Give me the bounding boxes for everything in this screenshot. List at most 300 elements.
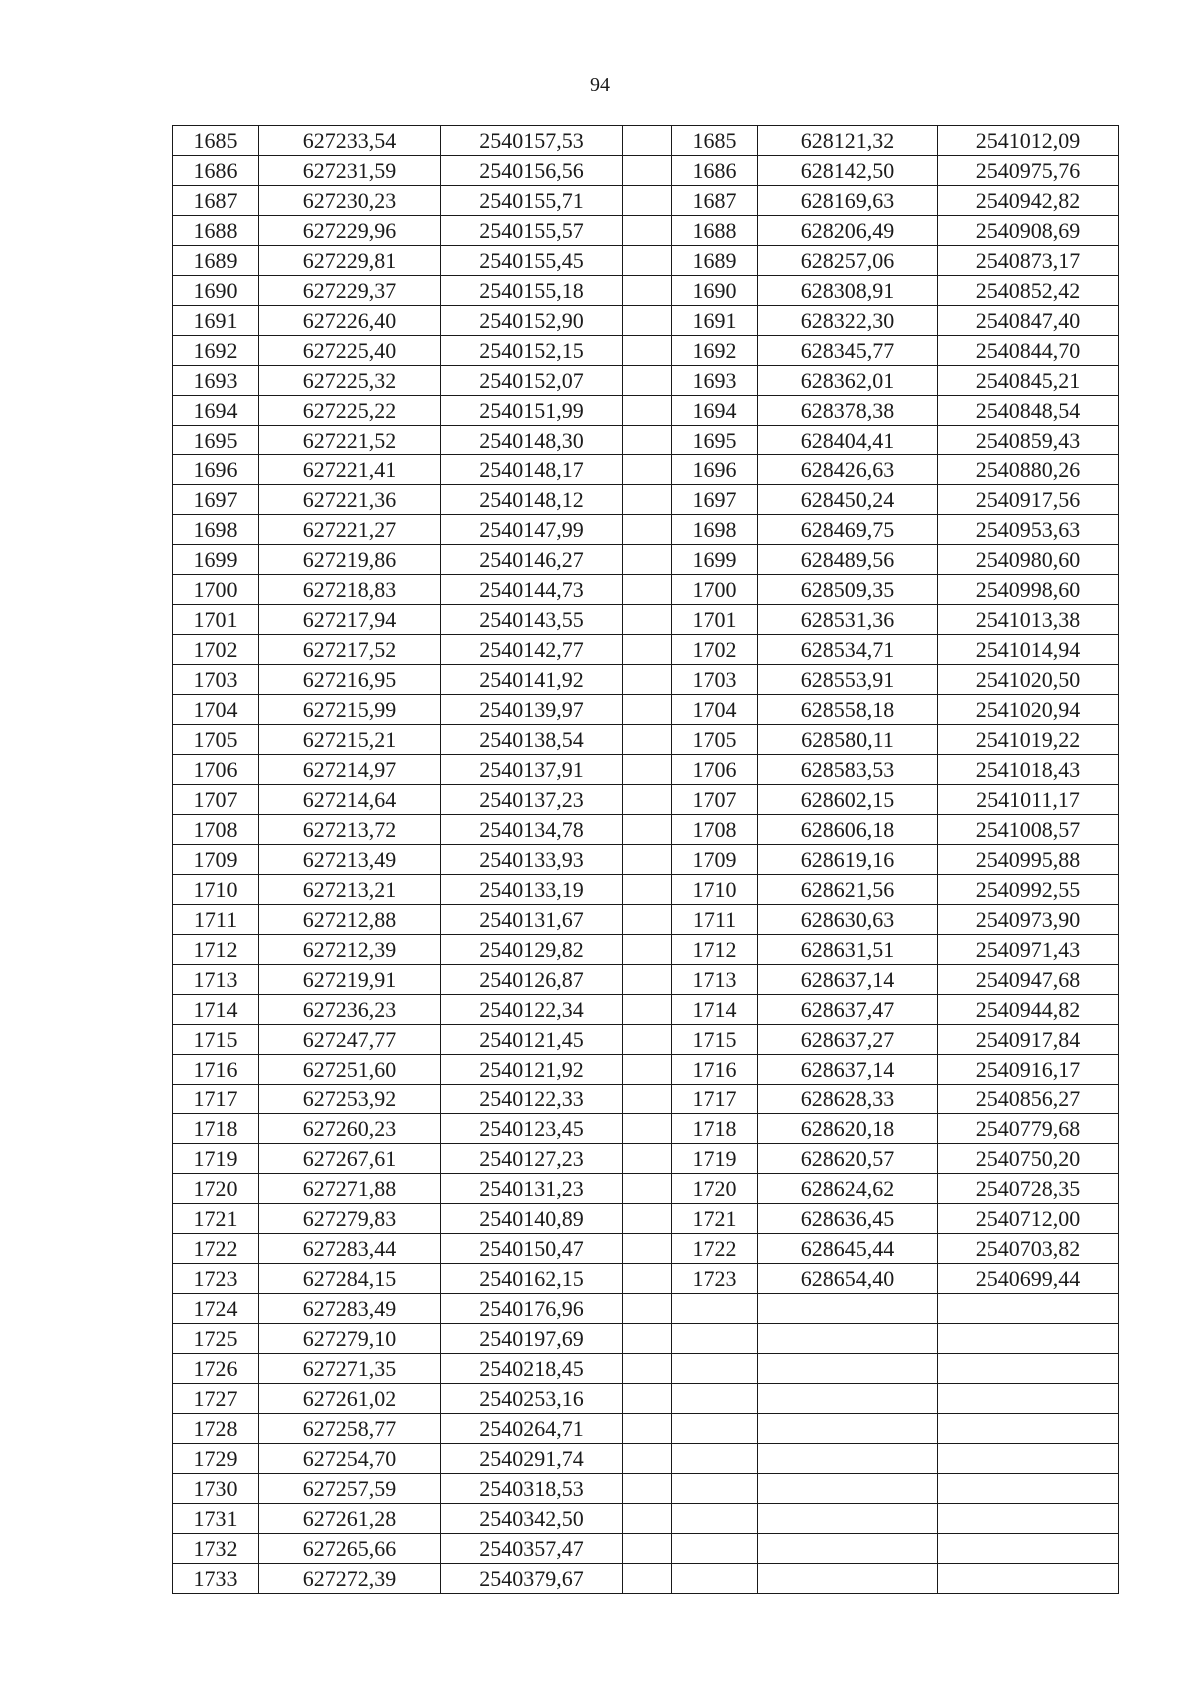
- x-coordinate-cell: 627221,41: [259, 455, 441, 485]
- y-coordinate-cell: 2540873,17: [938, 245, 1119, 275]
- point-number-cell: 1698: [173, 515, 259, 545]
- x-coordinate-cell: 628630,63: [758, 904, 938, 934]
- y-coordinate-cell: 2540995,88: [938, 844, 1119, 874]
- spacer-cell: [623, 725, 672, 755]
- point-number-cell: 1700: [173, 575, 259, 605]
- table-row: [173, 725, 1119, 755]
- x-coordinate-cell: 628345,77: [758, 335, 938, 365]
- y-coordinate-cell: 2540148,30: [441, 425, 623, 455]
- x-coordinate-cell: 628378,38: [758, 395, 938, 425]
- table-row: [173, 1024, 1119, 1054]
- spacer-cell: [623, 755, 672, 785]
- table-row: [173, 1354, 1119, 1384]
- x-coordinate-cell: 627213,21: [259, 874, 441, 904]
- y-coordinate-cell: 2540123,45: [441, 1114, 623, 1144]
- point-number-cell: 1718: [672, 1114, 758, 1144]
- x-coordinate-cell: 627213,72: [259, 814, 441, 844]
- table-row: [173, 1144, 1119, 1174]
- y-coordinate-cell: 2540856,27: [938, 1084, 1119, 1114]
- x-coordinate-cell: 628628,33: [758, 1084, 938, 1114]
- y-coordinate-cell: 2540140,89: [441, 1204, 623, 1234]
- y-coordinate-cell: 2540157,53: [441, 126, 623, 156]
- y-coordinate-cell: 2540942,82: [938, 185, 1119, 215]
- y-coordinate-cell: 2540848,54: [938, 395, 1119, 425]
- x-coordinate-cell: 628322,30: [758, 305, 938, 335]
- point-number-cell: 1685: [173, 126, 259, 156]
- x-coordinate-cell: [758, 1324, 938, 1354]
- x-coordinate-cell: 628619,16: [758, 844, 938, 874]
- point-number-cell: 1706: [672, 755, 758, 785]
- x-coordinate-cell: [758, 1294, 938, 1324]
- y-coordinate-cell: 2540133,19: [441, 874, 623, 904]
- y-coordinate-cell: 2540998,60: [938, 575, 1119, 605]
- spacer-cell: [623, 1114, 672, 1144]
- y-coordinate-cell: 2540728,35: [938, 1174, 1119, 1204]
- point-number-cell: 1687: [173, 185, 259, 215]
- x-coordinate-cell: [758, 1354, 938, 1384]
- x-coordinate-cell: 627258,77: [259, 1413, 441, 1443]
- point-number-cell: [672, 1443, 758, 1473]
- point-number-cell: 1724: [173, 1294, 259, 1324]
- point-number-cell: 1711: [672, 904, 758, 934]
- y-coordinate-cell: [938, 1324, 1119, 1354]
- table-row: [173, 874, 1119, 904]
- point-number-cell: 1699: [672, 545, 758, 575]
- table-row: [173, 1563, 1119, 1593]
- point-number-cell: [672, 1533, 758, 1563]
- spacer-cell: [623, 814, 672, 844]
- y-coordinate-cell: 2540712,00: [938, 1204, 1119, 1234]
- spacer-cell: [623, 1533, 672, 1563]
- point-number-cell: 1701: [173, 605, 259, 635]
- point-number-cell: 1704: [173, 695, 259, 725]
- x-coordinate-cell: 627279,10: [259, 1324, 441, 1354]
- x-coordinate-cell: 628509,35: [758, 575, 938, 605]
- y-coordinate-cell: 2540859,43: [938, 425, 1119, 455]
- spacer-cell: [623, 1354, 672, 1384]
- x-coordinate-cell: 627229,37: [259, 275, 441, 305]
- x-coordinate-cell: 627213,49: [259, 844, 441, 874]
- point-number-cell: 1725: [173, 1324, 259, 1354]
- spacer-cell: [623, 1234, 672, 1264]
- x-coordinate-cell: 628450,24: [758, 485, 938, 515]
- y-coordinate-cell: 2540197,69: [441, 1324, 623, 1354]
- spacer-cell: [623, 1204, 672, 1234]
- x-coordinate-cell: 627229,96: [259, 215, 441, 245]
- y-coordinate-cell: 2540342,50: [441, 1503, 623, 1533]
- point-number-cell: 1708: [173, 814, 259, 844]
- y-coordinate-cell: 2540155,45: [441, 245, 623, 275]
- point-number-cell: 1700: [672, 575, 758, 605]
- y-coordinate-cell: 2540975,76: [938, 155, 1119, 185]
- table-row: [173, 515, 1119, 545]
- x-coordinate-cell: 627260,23: [259, 1114, 441, 1144]
- point-number-cell: 1726: [173, 1354, 259, 1384]
- x-coordinate-cell: 628624,62: [758, 1174, 938, 1204]
- spacer-cell: [623, 1473, 672, 1503]
- point-number-cell: 1688: [173, 215, 259, 245]
- x-coordinate-cell: 628489,56: [758, 545, 938, 575]
- point-number-cell: 1716: [173, 1054, 259, 1084]
- x-coordinate-cell: 627221,52: [259, 425, 441, 455]
- table-row: [173, 1324, 1119, 1354]
- x-coordinate-cell: 627214,97: [259, 755, 441, 785]
- spacer-cell: [623, 1563, 672, 1593]
- x-coordinate-cell: 628637,14: [758, 964, 938, 994]
- x-coordinate-cell: 627221,27: [259, 515, 441, 545]
- y-coordinate-cell: 2540155,57: [441, 215, 623, 245]
- x-coordinate-cell: [758, 1533, 938, 1563]
- table-row: [173, 994, 1119, 1024]
- point-number-cell: 1732: [173, 1533, 259, 1563]
- point-number-cell: 1710: [672, 874, 758, 904]
- spacer-cell: [623, 1054, 672, 1084]
- table-row: [173, 814, 1119, 844]
- y-coordinate-cell: 2540847,40: [938, 305, 1119, 335]
- table-row: [173, 1114, 1119, 1144]
- y-coordinate-cell: 2540973,90: [938, 904, 1119, 934]
- x-coordinate-cell: 627279,83: [259, 1204, 441, 1234]
- y-coordinate-cell: [938, 1413, 1119, 1443]
- y-coordinate-cell: 2540916,17: [938, 1054, 1119, 1084]
- table-row: [173, 665, 1119, 695]
- table-row: [173, 1084, 1119, 1114]
- y-coordinate-cell: 2540779,68: [938, 1114, 1119, 1144]
- x-coordinate-cell: 627215,21: [259, 725, 441, 755]
- point-number-cell: 1716: [672, 1054, 758, 1084]
- x-coordinate-cell: 628637,47: [758, 994, 938, 1024]
- point-number-cell: 1694: [173, 395, 259, 425]
- point-number-cell: 1707: [672, 784, 758, 814]
- x-coordinate-cell: 627261,02: [259, 1384, 441, 1414]
- point-number-cell: 1705: [173, 725, 259, 755]
- x-coordinate-cell: [758, 1413, 938, 1443]
- x-coordinate-cell: [758, 1473, 938, 1503]
- x-coordinate-cell: 627231,59: [259, 155, 441, 185]
- spacer-cell: [623, 1174, 672, 1204]
- point-number-cell: 1712: [173, 934, 259, 964]
- y-coordinate-cell: 2540147,99: [441, 515, 623, 545]
- x-coordinate-cell: 628558,18: [758, 695, 938, 725]
- point-number-cell: 1727: [173, 1384, 259, 1414]
- x-coordinate-cell: 628602,15: [758, 784, 938, 814]
- point-number-cell: 1715: [672, 1024, 758, 1054]
- spacer-cell: [623, 1443, 672, 1473]
- y-coordinate-cell: 2540148,12: [441, 485, 623, 515]
- y-coordinate-cell: 2540148,17: [441, 455, 623, 485]
- spacer-cell: [623, 635, 672, 665]
- table-row: [173, 1264, 1119, 1294]
- y-coordinate-cell: 2540137,23: [441, 784, 623, 814]
- x-coordinate-cell: 627216,95: [259, 665, 441, 695]
- x-coordinate-cell: 628637,27: [758, 1024, 938, 1054]
- y-coordinate-cell: 2540917,56: [938, 485, 1119, 515]
- point-number-cell: 1728: [173, 1413, 259, 1443]
- spacer-cell: [623, 695, 672, 725]
- point-number-cell: 1698: [672, 515, 758, 545]
- spacer-cell: [623, 455, 672, 485]
- y-coordinate-cell: 2540146,27: [441, 545, 623, 575]
- point-number-cell: 1689: [173, 245, 259, 275]
- x-coordinate-cell: 627261,28: [259, 1503, 441, 1533]
- spacer-cell: [623, 365, 672, 395]
- x-coordinate-cell: 627271,35: [259, 1354, 441, 1384]
- point-number-cell: 1721: [672, 1204, 758, 1234]
- spacer-cell: [623, 1384, 672, 1414]
- x-coordinate-cell: 627253,92: [259, 1084, 441, 1114]
- point-number-cell: 1703: [672, 665, 758, 695]
- y-coordinate-cell: 2540845,21: [938, 365, 1119, 395]
- y-coordinate-cell: 2540971,43: [938, 934, 1119, 964]
- y-coordinate-cell: 2541019,22: [938, 725, 1119, 755]
- y-coordinate-cell: 2540218,45: [441, 1354, 623, 1384]
- y-coordinate-cell: 2541008,57: [938, 814, 1119, 844]
- y-coordinate-cell: 2540139,97: [441, 695, 623, 725]
- x-coordinate-cell: 628620,57: [758, 1144, 938, 1174]
- x-coordinate-cell: 628426,63: [758, 455, 938, 485]
- spacer-cell: [623, 784, 672, 814]
- point-number-cell: [672, 1473, 758, 1503]
- point-number-cell: 1695: [173, 425, 259, 455]
- y-coordinate-cell: 2540844,70: [938, 335, 1119, 365]
- point-number-cell: 1702: [672, 635, 758, 665]
- y-coordinate-cell: [938, 1384, 1119, 1414]
- spacer-cell: [623, 1294, 672, 1324]
- point-number-cell: 1692: [173, 335, 259, 365]
- y-coordinate-cell: 2540131,23: [441, 1174, 623, 1204]
- spacer-cell: [623, 185, 672, 215]
- y-coordinate-cell: 2540953,63: [938, 515, 1119, 545]
- x-coordinate-cell: 627265,66: [259, 1533, 441, 1563]
- point-number-cell: 1713: [672, 964, 758, 994]
- table-row: [173, 305, 1119, 335]
- x-coordinate-cell: 627229,81: [259, 245, 441, 275]
- y-coordinate-cell: 2541020,94: [938, 695, 1119, 725]
- point-number-cell: 1695: [672, 425, 758, 455]
- y-coordinate-cell: 2540318,53: [441, 1473, 623, 1503]
- y-coordinate-cell: 2540142,77: [441, 635, 623, 665]
- y-coordinate-cell: 2540150,47: [441, 1234, 623, 1264]
- spacer-cell: [623, 874, 672, 904]
- table-row: [173, 575, 1119, 605]
- point-number-cell: 1697: [672, 485, 758, 515]
- table-row: [173, 844, 1119, 874]
- point-number-cell: 1691: [672, 305, 758, 335]
- y-coordinate-cell: 2540138,54: [441, 725, 623, 755]
- point-number-cell: 1713: [173, 964, 259, 994]
- table-row: [173, 126, 1119, 156]
- x-coordinate-cell: 627219,86: [259, 545, 441, 575]
- spacer-cell: [623, 994, 672, 1024]
- table-row: [173, 1294, 1119, 1324]
- point-number-cell: 1687: [672, 185, 758, 215]
- point-number-cell: 1718: [173, 1114, 259, 1144]
- y-coordinate-cell: [938, 1354, 1119, 1384]
- y-coordinate-cell: 2540379,67: [441, 1563, 623, 1593]
- y-coordinate-cell: 2540152,15: [441, 335, 623, 365]
- y-coordinate-cell: 2540264,71: [441, 1413, 623, 1443]
- x-coordinate-cell: 627226,40: [259, 305, 441, 335]
- point-number-cell: 1714: [173, 994, 259, 1024]
- y-coordinate-cell: 2540162,15: [441, 1264, 623, 1294]
- point-number-cell: 1702: [173, 635, 259, 665]
- point-number-cell: 1709: [173, 844, 259, 874]
- point-number-cell: 1715: [173, 1024, 259, 1054]
- x-coordinate-cell: 628583,53: [758, 755, 938, 785]
- point-number-cell: [672, 1503, 758, 1533]
- spacer-cell: [623, 1084, 672, 1114]
- x-coordinate-cell: 627272,39: [259, 1563, 441, 1593]
- point-number-cell: [672, 1294, 758, 1324]
- spacer-cell: [623, 904, 672, 934]
- y-coordinate-cell: 2540152,07: [441, 365, 623, 395]
- x-coordinate-cell: [758, 1384, 938, 1414]
- point-number-cell: 1722: [672, 1234, 758, 1264]
- y-coordinate-cell: 2540917,84: [938, 1024, 1119, 1054]
- point-number-cell: 1693: [173, 365, 259, 395]
- x-coordinate-cell: 628169,63: [758, 185, 938, 215]
- point-number-cell: 1685: [672, 126, 758, 156]
- table-row: [173, 485, 1119, 515]
- point-number-cell: 1717: [173, 1084, 259, 1114]
- table-row: [173, 1413, 1119, 1443]
- table-row: [173, 1384, 1119, 1414]
- x-coordinate-cell: 627219,91: [259, 964, 441, 994]
- x-coordinate-cell: 627230,23: [259, 185, 441, 215]
- point-number-cell: 1697: [173, 485, 259, 515]
- spacer-cell: [623, 126, 672, 156]
- x-coordinate-cell: [758, 1503, 938, 1533]
- point-number-cell: 1692: [672, 335, 758, 365]
- x-coordinate-cell: 628580,11: [758, 725, 938, 755]
- x-coordinate-cell: 628620,18: [758, 1114, 938, 1144]
- point-number-cell: [672, 1324, 758, 1354]
- y-coordinate-cell: 2540121,45: [441, 1024, 623, 1054]
- x-coordinate-cell: 627217,94: [259, 605, 441, 635]
- y-coordinate-cell: 2540880,26: [938, 455, 1119, 485]
- x-coordinate-cell: 628206,49: [758, 215, 938, 245]
- point-number-cell: 1711: [173, 904, 259, 934]
- spacer-cell: [623, 485, 672, 515]
- table-row: [173, 365, 1119, 395]
- y-coordinate-cell: 2540947,68: [938, 964, 1119, 994]
- table-row: [173, 1503, 1119, 1533]
- spacer-cell: [623, 155, 672, 185]
- x-coordinate-cell: [758, 1563, 938, 1593]
- y-coordinate-cell: 2540992,55: [938, 874, 1119, 904]
- table-row: [173, 425, 1119, 455]
- y-coordinate-cell: 2540253,16: [441, 1384, 623, 1414]
- x-coordinate-cell: 627215,99: [259, 695, 441, 725]
- x-coordinate-cell: 628534,71: [758, 635, 938, 665]
- y-coordinate-cell: 2540357,47: [441, 1533, 623, 1563]
- x-coordinate-cell: 628362,01: [758, 365, 938, 395]
- coordinates-table: [172, 125, 1119, 1594]
- x-coordinate-cell: 627214,64: [259, 784, 441, 814]
- y-coordinate-cell: 2540126,87: [441, 964, 623, 994]
- spacer-cell: [623, 245, 672, 275]
- y-coordinate-cell: 2540122,34: [441, 994, 623, 1024]
- y-coordinate-cell: 2540944,82: [938, 994, 1119, 1024]
- x-coordinate-cell: 627267,61: [259, 1144, 441, 1174]
- y-coordinate-cell: 2540155,18: [441, 275, 623, 305]
- spacer-cell: [623, 545, 672, 575]
- y-coordinate-cell: 2540134,78: [441, 814, 623, 844]
- x-coordinate-cell: [758, 1443, 938, 1473]
- x-coordinate-cell: 628636,45: [758, 1204, 938, 1234]
- table-row: [173, 934, 1119, 964]
- point-number-cell: 1693: [672, 365, 758, 395]
- point-number-cell: 1730: [173, 1473, 259, 1503]
- x-coordinate-cell: 627217,52: [259, 635, 441, 665]
- y-coordinate-cell: 2540852,42: [938, 275, 1119, 305]
- spacer-cell: [623, 1264, 672, 1294]
- y-coordinate-cell: 2540176,96: [441, 1294, 623, 1324]
- spacer-cell: [623, 934, 672, 964]
- spacer-cell: [623, 844, 672, 874]
- x-coordinate-cell: 627251,60: [259, 1054, 441, 1084]
- table-row: [173, 1054, 1119, 1084]
- x-coordinate-cell: 628531,36: [758, 605, 938, 635]
- table-row: [173, 395, 1119, 425]
- x-coordinate-cell: 627225,32: [259, 365, 441, 395]
- y-coordinate-cell: 2541020,50: [938, 665, 1119, 695]
- point-number-cell: 1686: [672, 155, 758, 185]
- table-row: [173, 964, 1119, 994]
- table-row: [173, 455, 1119, 485]
- y-coordinate-cell: 2540155,71: [441, 185, 623, 215]
- point-number-cell: 1729: [173, 1443, 259, 1473]
- spacer-cell: [623, 605, 672, 635]
- y-coordinate-cell: 2540131,67: [441, 904, 623, 934]
- y-coordinate-cell: 2540144,73: [441, 575, 623, 605]
- point-number-cell: 1691: [173, 305, 259, 335]
- point-number-cell: 1686: [173, 155, 259, 185]
- y-coordinate-cell: 2540141,92: [441, 665, 623, 695]
- table-row: [173, 185, 1119, 215]
- spacer-cell: [623, 395, 672, 425]
- point-number-cell: 1719: [173, 1144, 259, 1174]
- table-row: [173, 1443, 1119, 1473]
- table-row: [173, 904, 1119, 934]
- y-coordinate-cell: 2540122,33: [441, 1084, 623, 1114]
- y-coordinate-cell: 2541013,38: [938, 605, 1119, 635]
- y-coordinate-cell: 2540151,99: [441, 395, 623, 425]
- table-row: [173, 155, 1119, 185]
- x-coordinate-cell: 627221,36: [259, 485, 441, 515]
- spacer-cell: [623, 1503, 672, 1533]
- point-number-cell: 1722: [173, 1234, 259, 1264]
- y-coordinate-cell: 2540291,74: [441, 1443, 623, 1473]
- x-coordinate-cell: 628637,14: [758, 1054, 938, 1084]
- table-row: [173, 695, 1119, 725]
- point-number-cell: [672, 1563, 758, 1593]
- table-row: [173, 1234, 1119, 1264]
- x-coordinate-cell: 628121,32: [758, 126, 938, 156]
- x-coordinate-cell: 627257,59: [259, 1473, 441, 1503]
- point-number-cell: 1723: [173, 1264, 259, 1294]
- x-coordinate-cell: 627283,49: [259, 1294, 441, 1324]
- point-number-cell: 1690: [672, 275, 758, 305]
- spacer-cell: [623, 425, 672, 455]
- y-coordinate-cell: 2540156,56: [441, 155, 623, 185]
- spacer-cell: [623, 1144, 672, 1174]
- x-coordinate-cell: 628645,44: [758, 1234, 938, 1264]
- spacer-cell: [623, 515, 672, 545]
- table-row: [173, 275, 1119, 305]
- spacer-cell: [623, 275, 672, 305]
- point-number-cell: 1701: [672, 605, 758, 635]
